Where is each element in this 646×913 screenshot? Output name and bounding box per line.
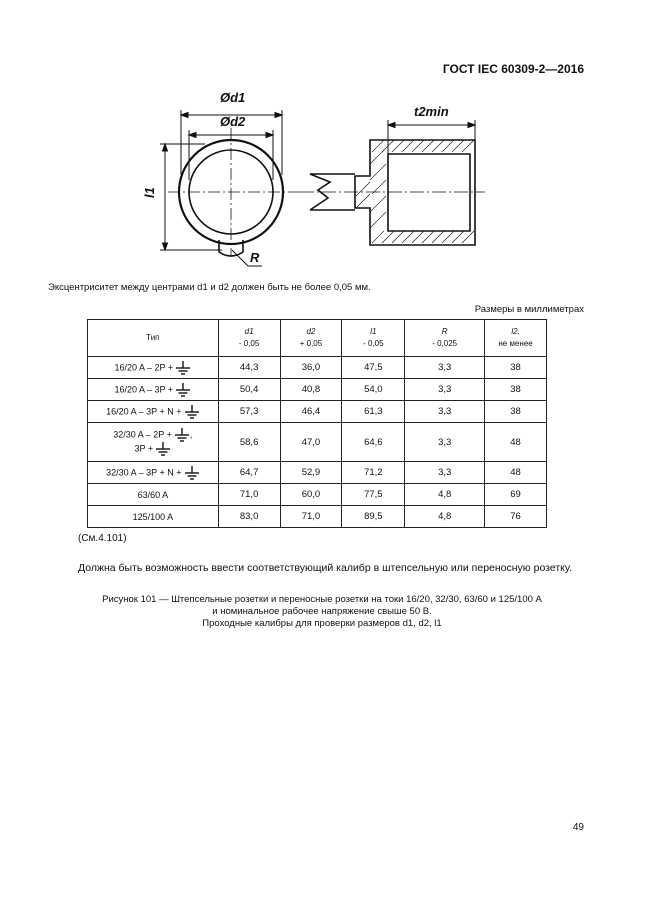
table-row xyxy=(88,423,547,462)
cell-r: 3,3 xyxy=(405,462,485,484)
cell-d1: 50,4 xyxy=(218,379,280,401)
cell-d2: 36,0 xyxy=(280,357,342,379)
cell-d1: 44,3 xyxy=(218,357,280,379)
cell-l1: 89,5 xyxy=(342,506,405,528)
cell-d2: 71,0 xyxy=(280,506,342,528)
header-type: Тип xyxy=(88,320,219,357)
figure-caption-line1: Рисунок 101 — Штепсельные розетки и переносные розетки на токи 16/20, 32/30, 63/60 и 125/100 А xyxy=(102,594,542,605)
header-d2: d2 + 0,05 xyxy=(280,320,342,357)
label-t2: t2min xyxy=(414,104,449,119)
figure-caption-line3: Проходные калибры для проверки размеров d1, d2, l1 xyxy=(202,618,442,629)
cell-l2: 69 xyxy=(485,484,547,506)
cell-l1: 64,6 xyxy=(342,423,405,462)
header-l2: l2, не менее xyxy=(485,320,547,357)
ground-icon xyxy=(155,442,171,456)
cell-d1: 71,0 xyxy=(218,484,280,506)
ground-icon xyxy=(184,405,200,419)
units-note: Размеры в миллиметрах xyxy=(474,304,584,315)
cell-type: 16/20 A – 3P + N + xyxy=(88,401,219,423)
cell-l1: 77,5 xyxy=(342,484,405,506)
reference-note: (См.4.101) xyxy=(78,533,127,544)
cell-r: 3,3 xyxy=(405,401,485,423)
table-row xyxy=(88,484,547,506)
cell-type: 32/30 A – 2P + , 3P + xyxy=(88,423,219,462)
cell-r: 4,8 xyxy=(405,484,485,506)
dimensions-table xyxy=(87,319,547,528)
cell-d1: 58,6 xyxy=(218,423,280,462)
table-header-row xyxy=(88,320,547,357)
cell-r: 3,3 xyxy=(405,379,485,401)
cell-l2: 48 xyxy=(485,462,547,484)
label-d2: Ød2 xyxy=(220,114,246,129)
table-row xyxy=(88,506,547,528)
cell-d2: 47,0 xyxy=(280,423,342,462)
label-r: R xyxy=(250,250,260,265)
ground-icon xyxy=(175,383,191,397)
cell-l1: 54,0 xyxy=(342,379,405,401)
figure-caption-line2: и номинальное рабочее напряжение свыше 50 В. xyxy=(212,606,432,617)
cell-d1: 57,3 xyxy=(218,401,280,423)
cell-l1: 61,3 xyxy=(342,401,405,423)
cell-r: 3,3 xyxy=(405,423,485,462)
cell-d2: 46,4 xyxy=(280,401,342,423)
table-row xyxy=(88,401,547,423)
cell-l2: 38 xyxy=(485,379,547,401)
table-row xyxy=(88,379,547,401)
header-l1: l1 - 0,05 xyxy=(342,320,405,357)
cell-d2: 60,0 xyxy=(280,484,342,506)
requirement-paragraph: Должна быть возможность ввести соответствующий калибр в штепсельную или переносную розетку. xyxy=(78,562,572,574)
header-r: R - 0,025 xyxy=(405,320,485,357)
cell-l2: 38 xyxy=(485,357,547,379)
cell-type: 125/100 A xyxy=(88,506,219,528)
gauge-drawing xyxy=(0,80,646,275)
ground-icon xyxy=(174,428,190,442)
cell-r: 3,3 xyxy=(405,357,485,379)
ground-icon xyxy=(184,466,200,480)
cell-type: 32/30 A – 3P + N + xyxy=(88,462,219,484)
cell-type: 16/20 A – 3P + xyxy=(88,379,219,401)
label-l1: l1 xyxy=(142,187,157,198)
eccentricity-text: Эксцентриситет между центрами d1 и d2 должен быть не более 0,05 мм. xyxy=(48,282,371,293)
cell-l1: 71,2 xyxy=(342,462,405,484)
cell-d1: 83,0 xyxy=(218,506,280,528)
page-number: 49 xyxy=(572,822,584,833)
table-row xyxy=(88,462,547,484)
cell-r: 4,8 xyxy=(405,506,485,528)
header-d1: d1 - 0,05 xyxy=(218,320,280,357)
cell-type: 16/20 A – 2P + xyxy=(88,357,219,379)
cell-d2: 40,8 xyxy=(280,379,342,401)
table-row xyxy=(88,357,547,379)
cell-l2: 48 xyxy=(485,423,547,462)
cell-l2: 38 xyxy=(485,401,547,423)
cell-type: 63/60 A xyxy=(88,484,219,506)
label-d1: Ød1 xyxy=(220,90,246,105)
ground-icon xyxy=(175,361,191,375)
document-header: ГОСТ IEC 60309-2—2016 xyxy=(442,62,584,76)
cell-l2: 76 xyxy=(485,506,547,528)
cell-l1: 47,5 xyxy=(342,357,405,379)
cell-d1: 64,7 xyxy=(218,462,280,484)
cell-d2: 52,9 xyxy=(280,462,342,484)
